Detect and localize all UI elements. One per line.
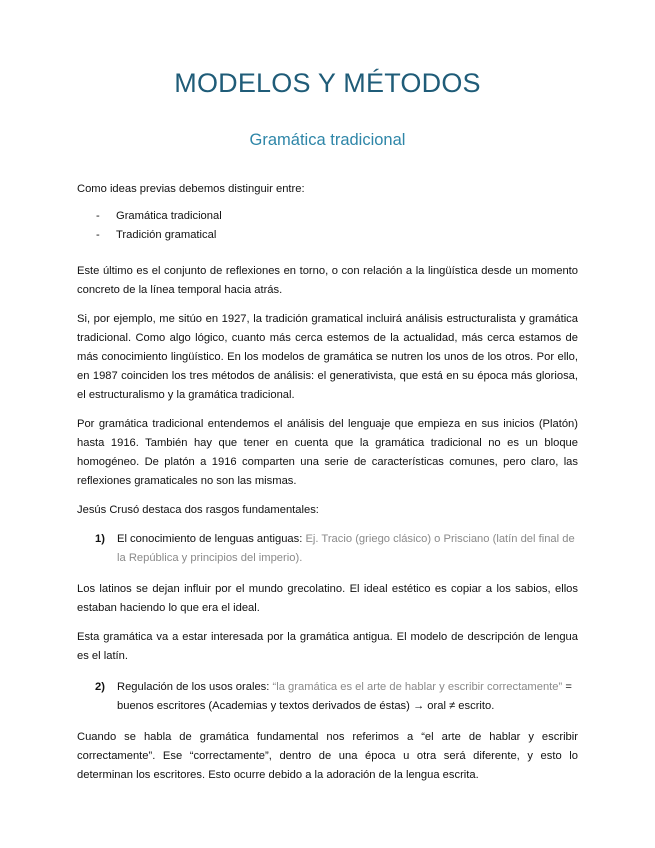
list-item [77, 207, 578, 226]
rasgo-quote: “la gramática es el arte de hablar y escribir correctamente” [272, 681, 563, 693]
list-item [77, 226, 578, 245]
paragraph-gramatica-antigua: Esta gramática va a estar interesada por la gramática antigua. El modelo de descripción de lengua es el latín. [77, 631, 578, 662]
paragraph-latinos: Los latinos se dejan influir por el mundo grecolatino. El ideal estético es copiar a los sabios, ellos estaban haciendo lo que era el ideal. [77, 583, 578, 614]
rasgo-2 [77, 678, 578, 716]
page-title: MODELOS Y MÉTODOS [174, 68, 481, 98]
distinction-list [77, 207, 578, 245]
rasgo-example: Ej. Tracio (griego clásico) o Prisciano (latín del final de la República y principios del imperio). [117, 533, 575, 564]
document-body [77, 180, 578, 785]
list-item-text: Tradición gramatical [116, 229, 217, 241]
list-item-text: Gramática tradicional [116, 210, 222, 222]
rasgo-number: 2) [95, 681, 105, 693]
section-subtitle: Gramática tradicional [249, 131, 406, 149]
rasgo-number: 1) [95, 533, 105, 545]
rasgo-label: El conocimiento de lenguas antiguas: [117, 533, 303, 545]
paragraph-1927: Si, por ejemplo, me sitúo en 1927, la tradición gramatical incluirá análisis estructuralista y gramática tradicional. Como algo lógico, cuanto más cerca estemos de la actualidad, más cerca estamos de más conocimiento lingüístico. En los modelos de gramática se nutren los unos de los otros. Por ello, en 1987 coinciden los tres métodos de análisis: el generativista, que está en su época más gloriosa, el estructuralismo y la gramática tradicional. [77, 313, 578, 401]
list-marker: - [96, 210, 100, 222]
list-marker: - [96, 229, 100, 241]
rasgo-1 [77, 530, 578, 568]
paragraph-cruso: Jesús Crusó destaca dos rasgos fundamentales: [77, 504, 319, 516]
intro-paragraph: Como ideas previas debemos distinguir entre: [77, 183, 305, 195]
paragraph-definicion: Por gramática tradicional entendemos el análisis del lenguaje que empieza en sus inicios (Platón) hasta 1916. También hay que tener en cuenta que la gramática tradicional no es un bloque homogéneo. De platón a 1916 comparten una serie de características comunes, pero claro, las reflexiones gramaticales no son las mismas. [77, 418, 578, 487]
paragraph-ultimo: Este último es el conjunto de reflexiones en torno, o con relación a la lingüística desde un momento concreto de la línea temporal hacia atrás. [77, 265, 578, 296]
paragraph-closing: Cuando se habla de gramática fundamental nos referimos a “el arte de hablar y escribir correctamente”. Ese “correctamente”, dentro de una época u otra será diferente, y esto lo determinan los escritores. Esto ocurre debido a la adoración de la lengua escrita. [77, 731, 578, 781]
rasgo-label: Regulación de los usos orales: [117, 681, 270, 693]
rasgo-rest: = buenos escritores (Academias y textos derivados de éstas) → oral ≠ escrito. [117, 681, 572, 712]
